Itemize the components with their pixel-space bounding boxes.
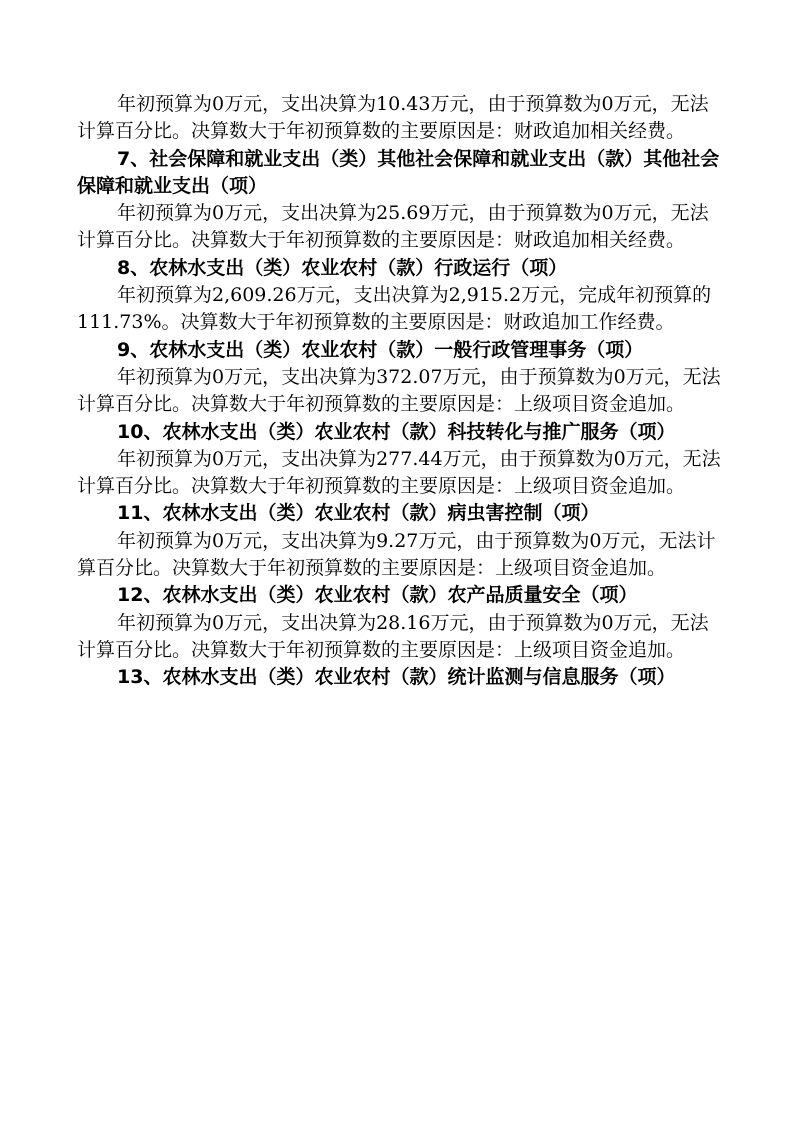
paragraph-item-11-detail: 年初预算为0万元，支出决算为9.27万元，由于预算数为0万元，无法计算百分比。决算数大于年初预算数的主要原因是：上级项目资金追加。: [77, 529, 716, 580]
heading-item-9: 9、农林水支出（类）农业农村（款）一般行政管理事务（项）: [117, 338, 644, 361]
heading-item-11: 11、农林水支出（类）农业农村（款）病虫害控制（项）: [117, 502, 600, 525]
paragraph-item-7-detail: 年初预算为0万元，支出决算为25.69万元，由于预算数为0万元，无法计算百分比。决算数大于年初预算数的主要原因是：财政追加相关经费。: [77, 202, 709, 252]
paragraph-item-10-detail: 年初预算为0万元，支出决算为277.44万元，由于预算数为0万元，无法计算百分比。决算数大于年初预算数的主要原因是：上级项目资金追加。: [77, 447, 721, 498]
heading-item-7: 7、社会保障和就业支出（类）其他社会保障和就业支出（款）其他社会保障和就业支出（项）: [77, 147, 720, 197]
heading-item-13: 13、农林水支出（类）农业农村（款）统计监测与信息服务（项）: [117, 666, 676, 689]
paragraph-item-12-detail: 年初预算为0万元，支出决算为28.16万元，由于预算数为0万元，无法计算百分比。决算数大于年初预算数的主要原因是：上级项目资金追加。: [77, 611, 709, 661]
paragraph-item-9-detail: 年初预算为0万元，支出决算为372.07万元，由于预算数为0万元，无法计算百分比。决算数大于年初预算数的主要原因是：上级项目资金追加。: [77, 365, 721, 416]
paragraph-item-8-detail: 年初预算为2,609.26万元，支出决算为2,915.2万元，完成年初预算的111.73%。决算数大于年初预算数的主要原因是：财政追加工作经费。: [77, 284, 712, 334]
heading-item-12: 12、农林水支出（类）农业农村（款）农产品质量安全（项）: [117, 584, 638, 607]
heading-item-10: 10、农林水支出（类）农业农村（款）科技转化与推广服务（项）: [117, 420, 676, 443]
document-body: [77, 91, 721, 692]
heading-item-8: 8、农林水支出（类）农业农村（款）行政运行（项）: [117, 256, 568, 279]
paragraph-item-6-detail: 年初预算为0万元，支出决算为10.43万元，由于预算数为0万元，无法计算百分比。决算数大于年初预算数的主要原因是：财政追加相关经费。: [77, 93, 709, 143]
